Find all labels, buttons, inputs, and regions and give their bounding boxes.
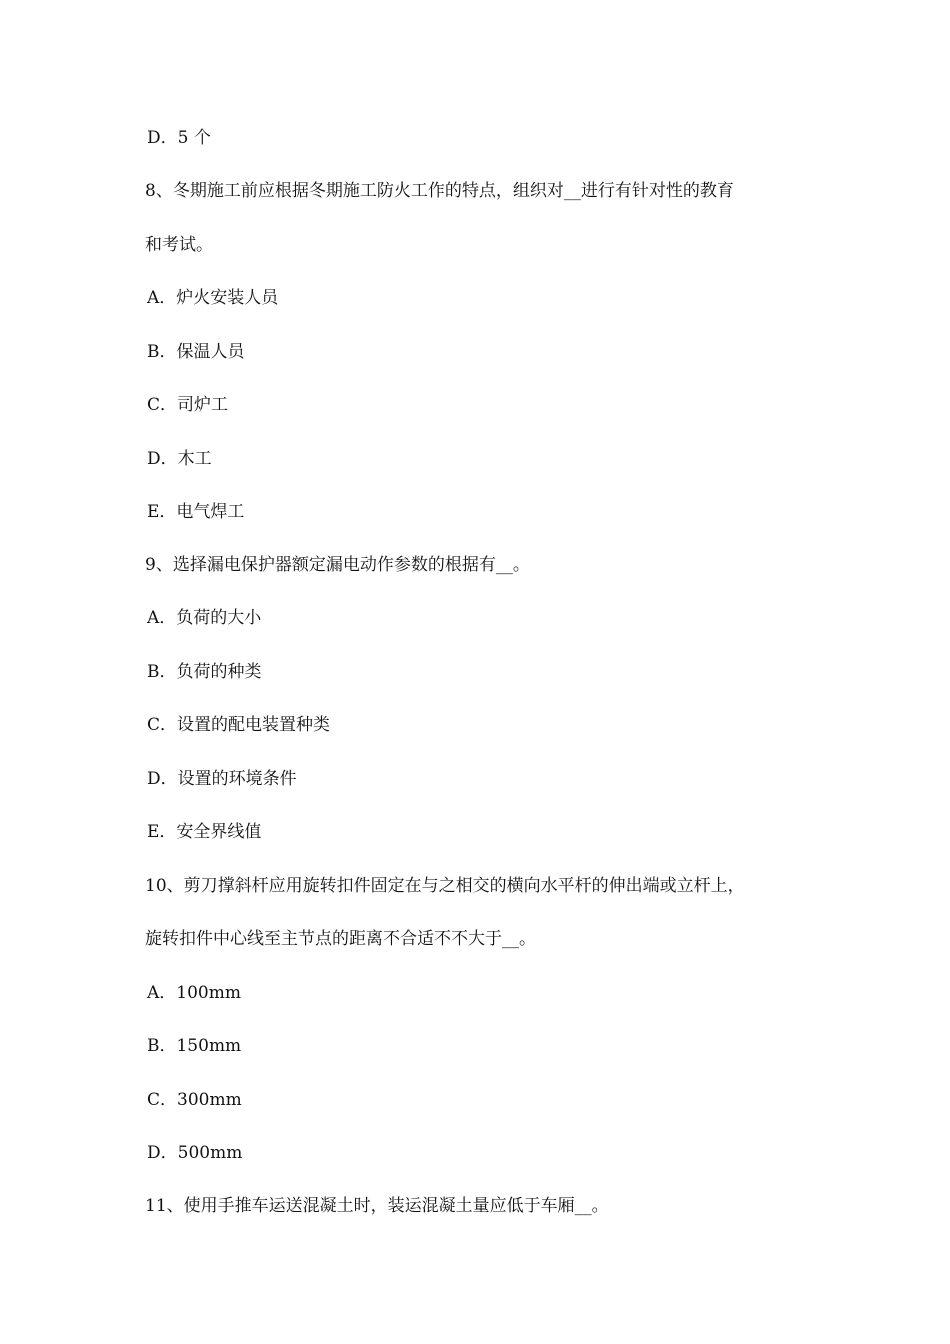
q8-option-a: A．炉火安装人员 <box>147 288 279 308</box>
q8-stem-line2: 和考试。 <box>145 235 213 255</box>
q10-option-a: A．100mm <box>147 983 241 1003</box>
q8-option-c: C．司炉工 <box>147 395 229 415</box>
q9-option-d: D．设置的环境条件 <box>147 769 297 789</box>
q10-option-b: B．150mm <box>147 1036 242 1056</box>
q9-option-a: A．负荷的大小 <box>147 608 262 628</box>
q7-option-d: D．5 个 <box>147 128 211 148</box>
q10-stem-line2: 旋转扣件中心线至主节点的距离不合适不不大于__。 <box>145 929 536 949</box>
q9-option-b: B．负荷的种类 <box>147 662 262 682</box>
q8-stem-line1: 8、冬期施工前应根据冬期施工防火工作的特点，组织对__进行有针对性的教育 <box>145 181 734 201</box>
q10-option-d: D．500mm <box>147 1143 243 1163</box>
q11-stem: 11、使用手推车运送混凝土时，装运混凝土量应低于车厢__。 <box>145 1196 609 1216</box>
q9-option-e: E．安全界线值 <box>147 822 262 842</box>
q10-option-c: C．300mm <box>147 1090 242 1110</box>
q9-option-c: C．设置的配电装置种类 <box>147 715 331 735</box>
q8-option-e: E．电气焊工 <box>147 502 245 522</box>
q8-option-d: D．木工 <box>147 449 212 469</box>
q8-option-b: B．保温人员 <box>147 342 245 362</box>
q10-stem-line1: 10、剪刀撑斜杆应用旋转扣件固定在与之相交的横向水平杆的伸出端或立杆上， <box>145 876 745 896</box>
q9-stem: 9、选择漏电保护器额定漏电动作参数的根据有__。 <box>145 555 530 575</box>
